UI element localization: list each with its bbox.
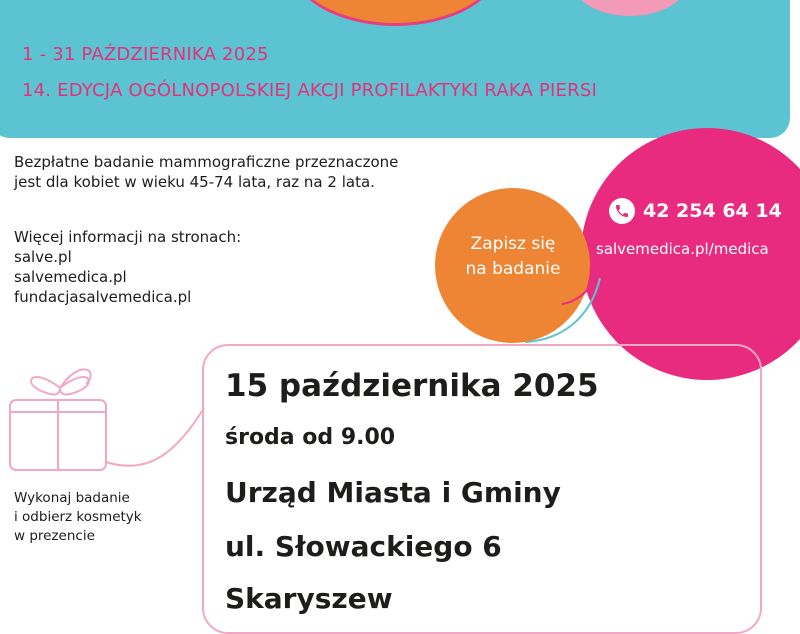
signup-line: Zapisz się xyxy=(470,234,556,254)
website-link-salve[interactable]: salve.pl xyxy=(14,248,72,266)
more-info-block xyxy=(14,227,241,307)
phone-icon xyxy=(609,198,635,224)
event-date: 15 października 2025 xyxy=(225,368,599,404)
gift-caption-line: i odbierz kosmetyk xyxy=(14,509,142,525)
phone-contact[interactable] xyxy=(609,198,782,224)
signup-line: na badanie xyxy=(465,259,561,279)
event-venue-name: Urząd Miasta i Gminy xyxy=(225,476,561,509)
campaign-edition-title: 14. EDYCJA OGÓLNOPOLSKIEJ AKCJI PROFILAKTYKI RAKA PIERSI xyxy=(22,80,597,101)
gift-caption-line: w prezencie xyxy=(14,528,95,544)
description-line: Bezpłatne badanie mammograficzne przeznaczone xyxy=(14,153,399,171)
screening-description xyxy=(14,152,398,192)
decorative-squiggle xyxy=(560,278,600,308)
gift-icon xyxy=(0,350,210,490)
event-venue-city: Skaryszew xyxy=(225,582,393,615)
campaign-date-range: 1 - 31 PAŹDZIERNIKA 2025 xyxy=(22,44,269,65)
more-info-label: Więcej informacji na stronach: xyxy=(14,228,242,246)
description-line: jest dla kobiet w wieku 45-74 lata, raz na 2 lata. xyxy=(14,173,375,191)
phone-number[interactable]: 42 254 64 14 xyxy=(643,200,782,222)
contact-website-link[interactable]: salvemedica.pl/medica xyxy=(596,240,769,258)
gift-caption xyxy=(14,489,142,546)
event-time: środa od 9.00 xyxy=(225,425,396,450)
signup-button-label[interactable] xyxy=(458,232,568,282)
event-venue-street: ul. Słowackiego 6 xyxy=(225,530,502,563)
website-link-fundacja[interactable]: fundacjasalvemedica.pl xyxy=(14,288,192,306)
website-link-salvemedica[interactable]: salvemedica.pl xyxy=(14,268,127,286)
gift-caption-line: Wykonaj badanie xyxy=(14,490,130,506)
